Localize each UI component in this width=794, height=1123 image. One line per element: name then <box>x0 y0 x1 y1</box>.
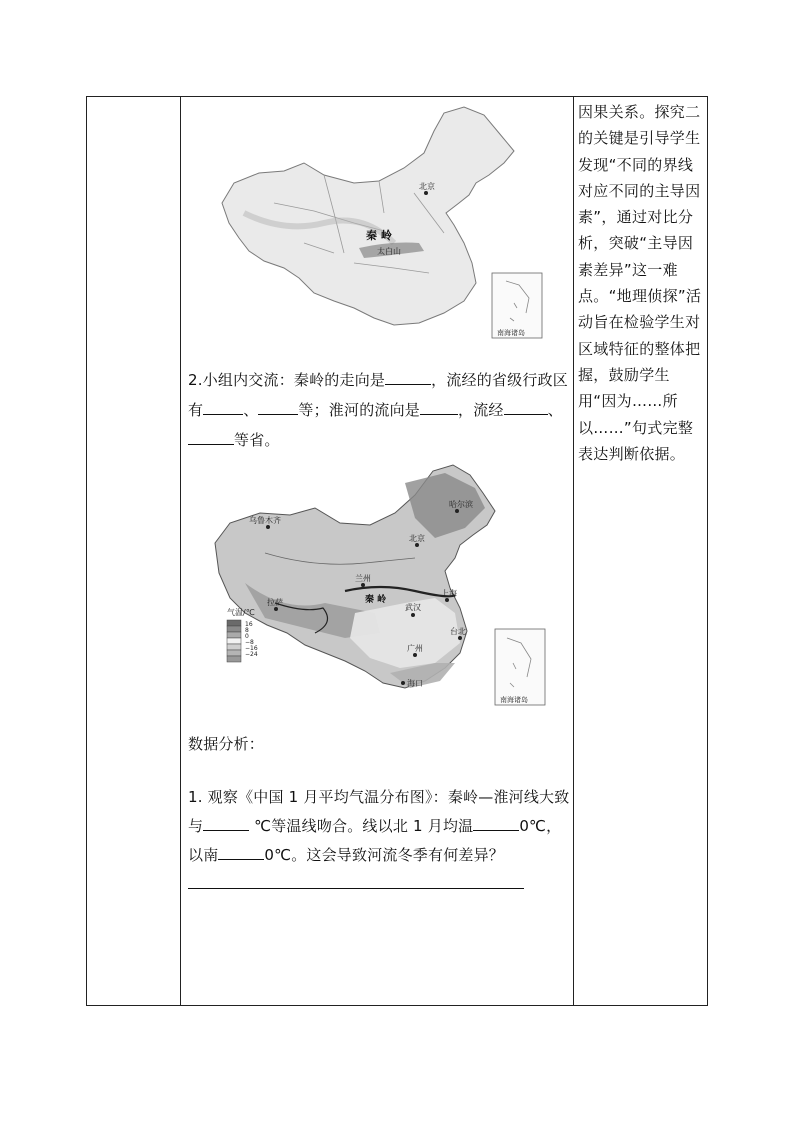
map-label-haikou: 海口 <box>407 679 423 688</box>
data-analysis-heading: 数据分析： <box>188 735 265 753</box>
answer-blank-long[interactable] <box>188 873 524 889</box>
map-label-nanhai: 南海诸岛 <box>497 329 525 337</box>
legend-item: 8 <box>245 627 249 634</box>
map-label-wuhan: 武汉 <box>405 603 421 612</box>
china-outline <box>222 107 514 325</box>
map-label-guangzhou: 广州 <box>407 644 423 653</box>
answer-blank[interactable] <box>218 844 264 860</box>
answer-blank[interactable] <box>188 429 234 445</box>
map-label-beijing: 北京 <box>419 182 435 191</box>
legend-item: −24 <box>245 651 258 658</box>
map-label-qinling: 秦 岭 <box>366 229 392 242</box>
map-label-lasa: 拉萨 <box>267 598 283 607</box>
map-label-urumqi: 乌鲁木齐 <box>249 516 281 525</box>
qinling-location-map <box>214 103 549 341</box>
answer-blank[interactable] <box>473 815 519 831</box>
legend-item: −8 <box>245 639 254 646</box>
map-label-taibei: 台北 <box>450 627 466 636</box>
map-label-nanhai: 南海诸岛 <box>500 696 528 704</box>
legend-item: 16 <box>245 621 253 628</box>
answer-blank[interactable] <box>203 815 249 831</box>
map-label-beijing: 北京 <box>409 534 425 543</box>
answer-blank[interactable] <box>385 369 431 385</box>
temperature-legend <box>227 607 258 662</box>
task-2-paragraph: 2.小组内交流：秦岭的走向是 ，流经的省级行政区有 、 等；淮河的流向是 ，流经 、等省。 <box>188 371 568 449</box>
activity-column <box>180 97 573 1005</box>
south-china-sea-inset <box>495 629 545 705</box>
answer-blank[interactable] <box>420 399 458 415</box>
map-label-taibai: 太白山 <box>377 247 401 256</box>
legend-item: 0 <box>245 633 249 640</box>
answer-blank[interactable] <box>504 399 548 415</box>
map-label-qinling: 秦 岭 <box>365 595 387 605</box>
map-label-harbin: 哈尔滨 <box>449 500 473 509</box>
answer-blank[interactable] <box>203 399 243 415</box>
lesson-table <box>86 96 708 1006</box>
map-label-lanzhou: 兰州 <box>355 574 371 583</box>
map-label-shanghai: 上海 <box>441 589 457 598</box>
question-1-paragraph: 1. 观察《中国 1 月平均气温分布图》：秦岭—淮河线大致与 ℃等温线吻合。线以北 1 月均温 0℃，以南 0℃。这会导致河流冬季有何差异？ <box>188 783 570 899</box>
design-intent-column <box>573 97 709 1005</box>
legend-item: −16 <box>245 645 258 652</box>
legend-title: 气温/℃ <box>227 608 255 617</box>
answer-blank[interactable] <box>258 399 298 415</box>
design-intent-text: 因果关系。探究二的关键是引导学生发现“不同的界线对应不同的主导因素”，通过对比分析，突破“主导因素差异”这一难点。“地理侦探”活动旨在检验学生对区域特征的整体把握，鼓励学生用“因为……所以……”句式完整表达判断依据。 <box>578 103 702 463</box>
january-temperature-map <box>205 463 550 713</box>
